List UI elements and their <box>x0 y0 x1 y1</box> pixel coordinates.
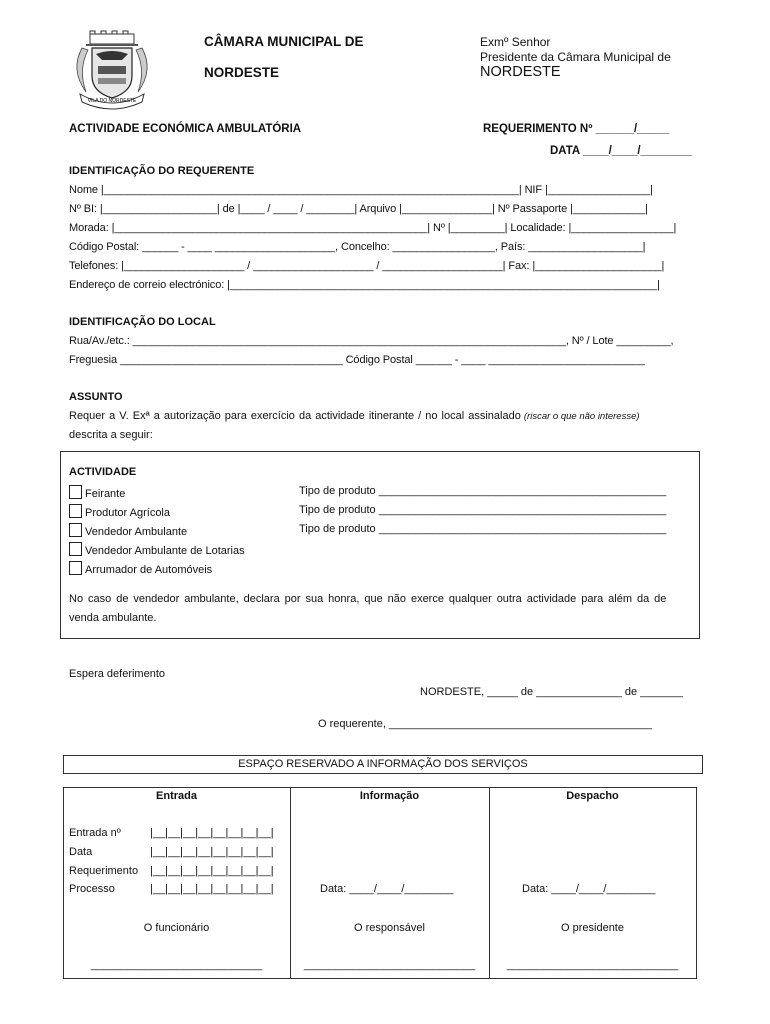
field-email[interactable]: Endereço de correio electrónico: |_______________________________________________________________________| <box>69 279 660 291</box>
col-informacao-header: Informação <box>359 790 420 802</box>
requerente-signature-line[interactable]: O requerente, ___________________________________________ <box>318 718 652 730</box>
assunto-note: (riscar o que não interesse) <box>523 411 640 422</box>
field-nome[interactable]: Nome |_____________________________________________________________________| NIF |_________________| <box>69 184 653 196</box>
assunto-text-cont: descrita a seguir: <box>69 429 153 441</box>
entrada-row-label: Data <box>69 846 93 858</box>
field-freguesia[interactable]: Freguesia _____________________________________ Código Postal ______ - ____ __________________________ <box>69 354 645 366</box>
option-produtor-agricola[interactable] <box>69 504 170 519</box>
sig-responsavel-line[interactable]: ____________________________ <box>303 959 476 971</box>
addressee-line1: Exmº Senhor <box>480 35 551 49</box>
tipo-produto-feirante[interactable]: Tipo de produto _______________________________________________ <box>299 485 667 497</box>
checkbox-arrumador[interactable] <box>69 561 82 575</box>
municipal-crest <box>68 30 156 110</box>
sig-presidente-line[interactable]: ____________________________ <box>506 959 679 971</box>
tipo-produto-vendedor[interactable]: Tipo de produto _______________________________________________ <box>299 523 667 535</box>
sig-funcionario-label: O funcionário <box>143 922 210 934</box>
option-arrumador[interactable] <box>69 561 212 576</box>
section-local-heading: IDENTIFICAÇÃO DO LOCAL <box>69 316 216 328</box>
tipo-produto-produtor[interactable]: Tipo de produto _______________________________________________ <box>299 504 667 516</box>
entrada-row-cells[interactable]: |__|__|__|__|__|__|__|__| <box>150 846 274 858</box>
sig-funcionario-line[interactable]: ____________________________ <box>90 959 263 971</box>
section-requerente-heading: IDENTIFICAÇÃO DO REQUERENTE <box>69 165 255 177</box>
entrada-row-label: Entrada nº <box>69 827 121 839</box>
declaracao-line1: No caso de vendedor ambulante, declara por sua honra, que não exerce qualquer outra actividade para além da de <box>69 593 667 605</box>
table-divider <box>489 787 490 978</box>
entrada-row-cells[interactable]: |__|__|__|__|__|__|__|__| <box>150 827 274 839</box>
option-label: Feirante <box>85 488 126 500</box>
addressee-line2: Presidente da Câmara Municipal de <box>480 50 671 64</box>
checkbox-feirante[interactable] <box>69 485 82 499</box>
entrada-row-label: Processo <box>69 883 115 895</box>
assunto-text <box>69 410 640 422</box>
form-title: ACTIVIDADE ECONÓMICA AMBULATÓRIA <box>69 123 302 135</box>
checkbox-vendedor-ambulante[interactable] <box>69 523 82 537</box>
requerimento-number[interactable]: REQUERIMENTO Nº ______/_____ <box>483 123 670 135</box>
declaracao-line2: venda ambulante. <box>69 612 157 624</box>
org-name-line1: CÂMARA MUNICIPAL DE <box>204 34 364 49</box>
section-assunto-heading: ASSUNTO <box>69 391 123 403</box>
informacao-date[interactable]: Data: ____/____/________ <box>320 883 454 895</box>
col-entrada-header: Entrada <box>156 790 197 802</box>
assunto-text-main: Requer a V. Exª a autorização para exercício da actividade itinerante / no local assinalado <box>69 410 521 422</box>
field-morada[interactable]: Morada: |____________________________________________________| Nº |_________| Localidade: |_________________| <box>69 222 677 234</box>
col-despacho-header: Despacho <box>566 790 619 802</box>
field-codigo-postal[interactable]: Código Postal: ______ - ____ ____________________, Concelho: _________________, País: ___________________| <box>69 241 646 253</box>
entrada-row-cells[interactable]: |__|__|__|__|__|__|__|__| <box>150 883 274 895</box>
option-vendedor-ambulante[interactable] <box>69 523 187 538</box>
servicos-banner-text: ESPAÇO RESERVADO A INFORMAÇÃO DOS SERVIÇOS <box>238 758 528 770</box>
option-vendedor-lotarias[interactable] <box>69 542 245 557</box>
sig-responsavel-label: O responsável <box>354 922 425 934</box>
option-label: Arrumador de Automóveis <box>85 564 213 576</box>
checkbox-vendedor-lotarias[interactable] <box>69 542 82 556</box>
option-label: Produtor Agrícola <box>85 507 170 519</box>
despacho-date[interactable]: Data: ____/____/________ <box>522 883 656 895</box>
option-feirante[interactable] <box>69 485 125 500</box>
option-label: Vendedor Ambulante <box>85 526 188 538</box>
field-telefones[interactable]: Telefones: |____________________ / ____________________ / ____________________| Fax: |_____________________| <box>69 260 665 272</box>
sig-presidente-label: O presidente <box>561 922 624 934</box>
checkbox-produtor-agricola[interactable] <box>69 504 82 518</box>
option-label: Vendedor Ambulante de Lotarias <box>85 545 245 557</box>
section-actividade-heading: ACTIVIDADE <box>69 466 137 478</box>
closing-date-line[interactable]: NORDESTE, _____ de ______________ de _______ <box>420 686 683 698</box>
field-rua[interactable]: Rua/Av./etc.: ________________________________________________________________________, Nº / Lote _________, <box>69 335 674 347</box>
table-divider <box>290 787 291 978</box>
requerimento-date[interactable]: DATA ____/____/________ <box>550 145 692 157</box>
crest-ribbon-text: VILA DO NORDESTE <box>87 98 137 104</box>
entrada-row-cells[interactable]: |__|__|__|__|__|__|__|__| <box>150 865 274 877</box>
field-bi[interactable]: Nº BI: |___________________| de |____ / ____ / ________| Arquivo |_______________| Nº Passaporte |____________| <box>69 203 648 215</box>
org-name-line2: NORDESTE <box>204 65 280 80</box>
espera-deferimento: Espera deferimento <box>69 668 165 680</box>
entrada-row-label: Requerimento <box>69 865 139 877</box>
addressee-line3: NORDESTE <box>480 64 561 80</box>
